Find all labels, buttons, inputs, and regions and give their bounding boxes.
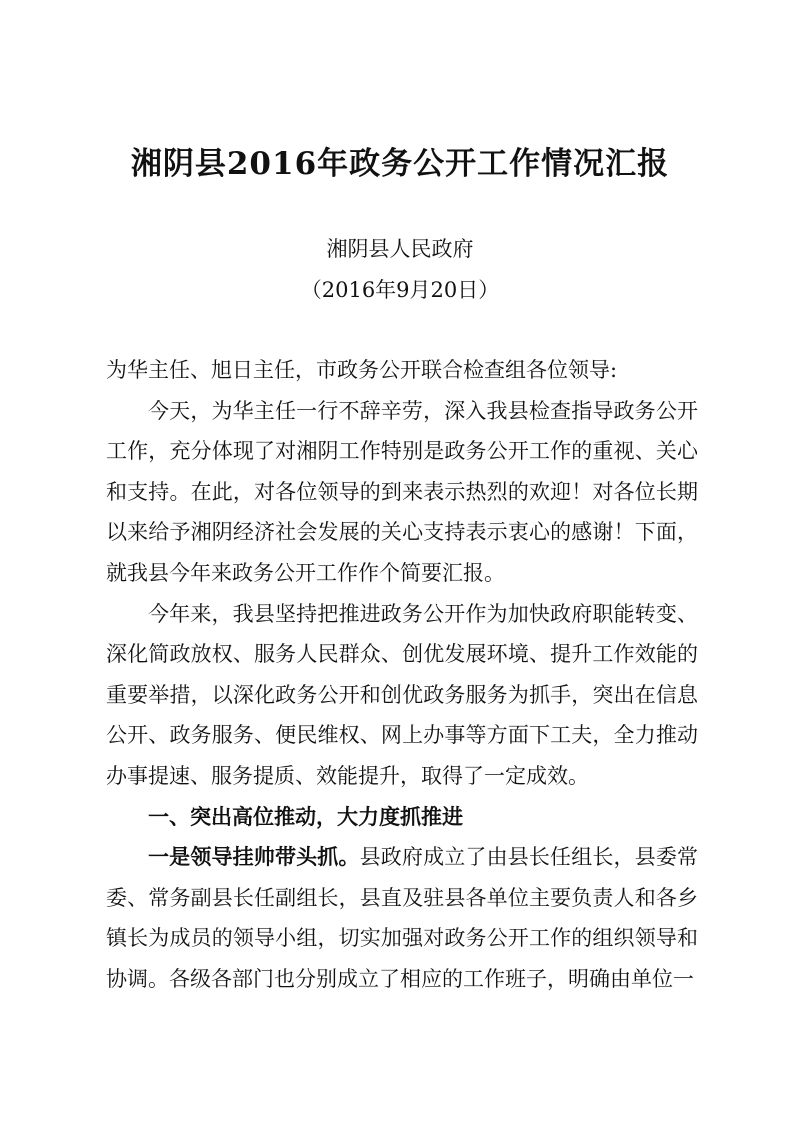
point-text: 县政府成立了由县长任组长，县委常委、常务副县长任副组长，县直及驻县各单位主要负责人和各乡镇长为成员的领导小组，切实加强对政务公开工作的组织领导和协调。各级各部门也分别成立了相应的工作班子，明确由单位一 <box>106 845 699 991</box>
salutation: 为华主任、旭日主任，市政务公开联合检查组各位领导: <box>106 358 618 382</box>
point-lead: 一是领导挂帅带头抓。 <box>148 844 360 870</box>
intro-paragraph: 今天，为华主任一行不辞辛劳，深入我县检查指导政务公开工作，充分体现了对湘阴工作特别是政务公开工作的重视、关心和支持。在此，对各位领导的到来表示热烈的欢迎！对各位长期以来给予湘阴经济社会发展的关心支持表示衷心的感谢！下面，就我县今年来政务公开工作作个简要汇报。 <box>106 398 698 585</box>
document-title: 湘阴县2016年政务公开工作情况汇报 <box>130 146 670 182</box>
point-paragraph <box>106 837 698 999</box>
document-author: 湘阴县人民政府 <box>326 237 474 261</box>
summary-paragraph: 今年来，我县坚持把推进政务公开作为加快政府职能转变、深化简政放权、服务人民群众、创优发展环境、提升工作效能的重要举措，以深化政务公开和创优政务服务为抓手，突出在信息公开、政务服务、便民维权、网上办事等方面下工夫，全力推动办事提速、服务提质、效能提升，取得了一定成效。 <box>106 601 698 788</box>
document-date: （2016年9月20日） <box>300 278 500 302</box>
section-heading: 一、突出高位推动，大力度抓推进 <box>148 804 463 829</box>
document-body <box>106 350 698 1000</box>
